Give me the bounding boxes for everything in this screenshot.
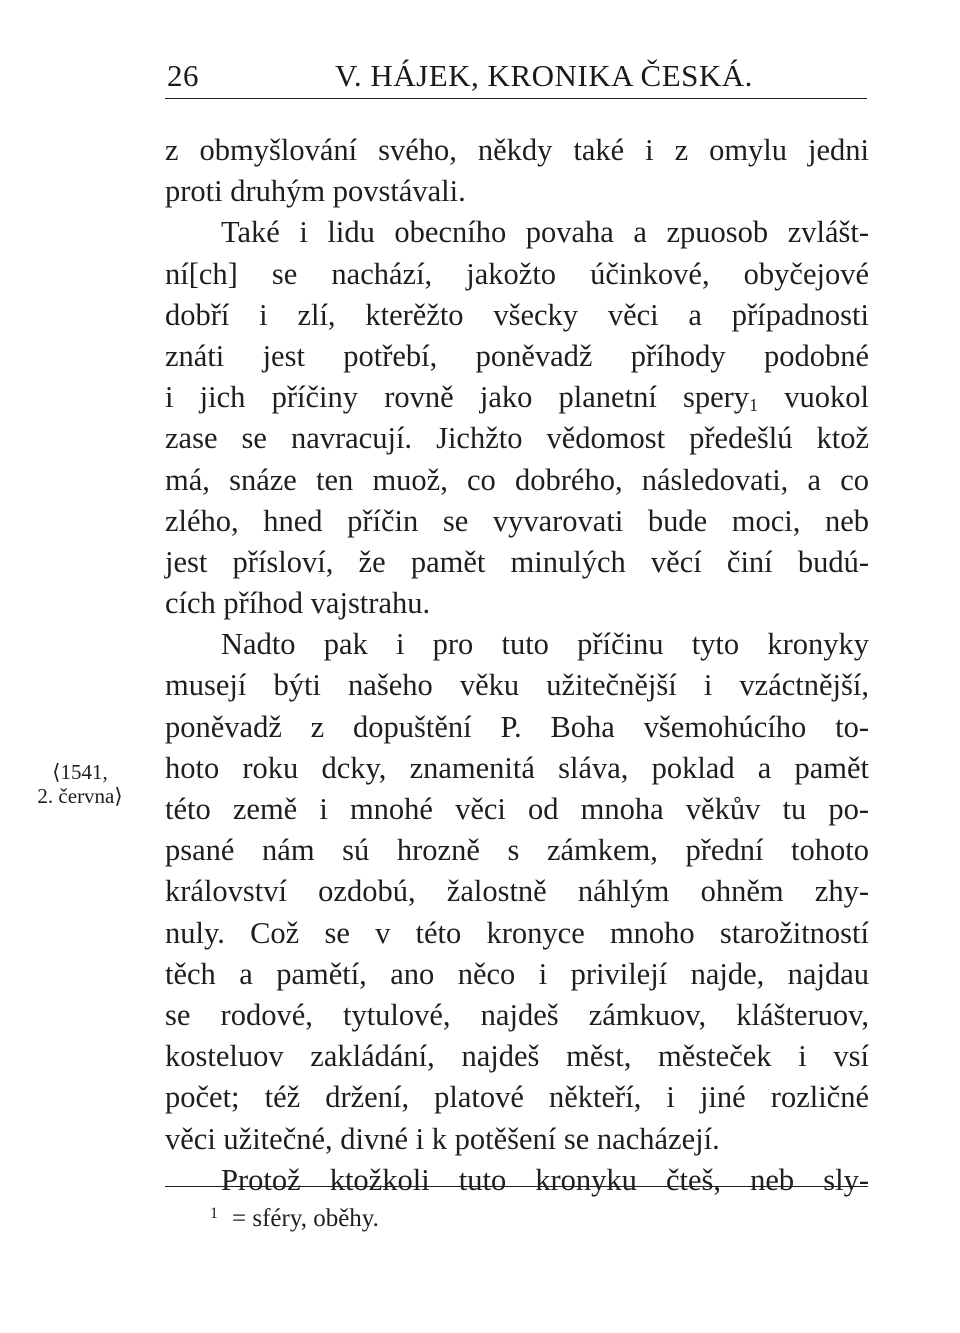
text-line: počet; též držení, platové někteří, i jiné rozličné [165, 1080, 869, 1115]
text-line: proti druhým povstávali. [165, 174, 466, 209]
page-number: 26 [167, 58, 199, 93]
text-line: jest přísloví, že pamět minulých věcí činí budú- [165, 544, 869, 579]
text-line: cích příhod vajstrahu. [165, 586, 431, 621]
text-line: království ozdobú, žalostně náhlým ohněm zhy- [165, 874, 869, 909]
text-line: kosteluov zakládání, najdeš měst, městeček i vsí [165, 1039, 869, 1074]
marginal-note-day: 2. června⟩ [37, 784, 123, 808]
running-head [165, 58, 867, 99]
text-line: těch a pamětí, ano něco i privilejí najde, najdau [165, 956, 869, 991]
paragraph-start-line: Také i lidu obecního povaha a zpuosob zvlášt- [221, 215, 869, 250]
text-line: psané nám sú hrozně s zámkem, přední tohoto [165, 833, 869, 868]
text-line: se rodové, tytulové, najdeš zámkuov, klášteruov, [165, 997, 869, 1032]
paragraph-start-line: Nadto pak i pro tuto příčinu tyto kronyky [221, 627, 869, 662]
body-text [165, 130, 869, 1201]
text-line: zase se navracují. Jichžto vědomost předešlú ktož [165, 421, 869, 456]
footnote-text: = sféry, oběhy. [232, 1205, 379, 1232]
text-line: hoto roku dcky, znamenitá sláva, poklad a pamět [165, 750, 869, 785]
running-title: V. HÁJEK, KRONIKA ČESKÁ. [335, 58, 753, 93]
paragraph-start-line: Protož ktožkoli tuto kronyku čteš, neb sly- [221, 1162, 869, 1197]
footnote-divider [165, 1186, 868, 1187]
text-line: má, snáze ten muož, co dobrého, následovati, a co [165, 462, 869, 497]
text-line: zlého, hned příčin se vyvarovati bude moci, neb [165, 503, 869, 538]
footnote-reference: 1 [749, 395, 759, 416]
footnote-marker: 1 [210, 1205, 218, 1222]
marginal-date-note [20, 760, 140, 808]
text-line: nuly. Což se v této kronyce mnoho starožitností [165, 915, 869, 950]
text-line: poněvadž z dopuštění P. Boha všemohúcího to- [165, 709, 869, 744]
footnote [210, 1205, 379, 1233]
marginal-note-year: ⟨1541, [52, 760, 108, 784]
text-fragment: i jich příčiny rovně jako planetní spery [165, 380, 750, 415]
text-line: dobří i zlí, kterěžto všecky věci a případnosti [165, 297, 869, 332]
text-line: věci užitečné, divné i k potěšení se nacházejí. [165, 1121, 720, 1156]
text-line: znáti jest potřebí, poněvadž příhody podobné [165, 338, 869, 373]
text-fragment: vuokol [784, 380, 869, 415]
text-line: ní[ch] se nachází, jakožto účinkové, obyčejové [165, 256, 869, 291]
text-line: této země i mnohé věci od mnoha věkův tu po- [165, 792, 869, 826]
text-line: musejí býti našeho věku užitečnější i vzáctnější, [165, 668, 869, 703]
text-line-with-footnote [165, 377, 869, 418]
text-line: z obmyšlování svého, někdy také i z omylu jedni [165, 133, 869, 167]
